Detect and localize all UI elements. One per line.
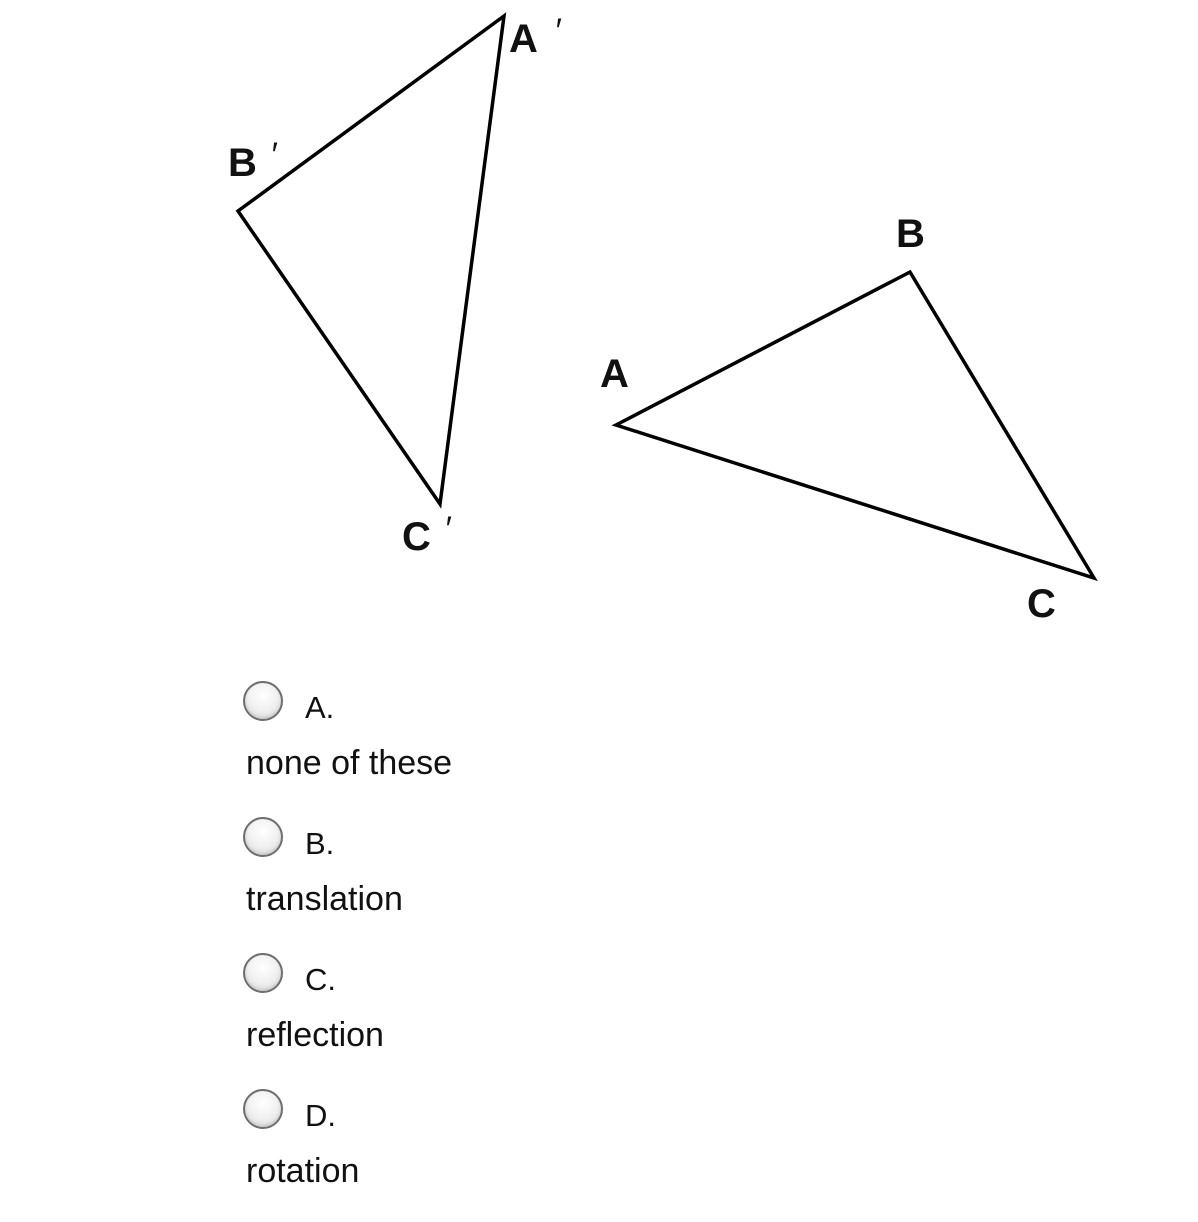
label-c-prime-mark: ′ [444, 510, 451, 548]
label-c-prime-letter: C [402, 515, 431, 559]
choice-d [243, 1086, 1143, 1222]
label-b: B [896, 212, 925, 256]
choice-c-text: reflection [246, 1016, 384, 1054]
label-c: C [1027, 582, 1056, 626]
choice-a [243, 678, 1143, 814]
choice-b-option[interactable] [243, 814, 334, 860]
label-a-prime-mark: ′ [554, 12, 561, 50]
triangle-a-prime-b-prime-c-prime [238, 16, 504, 504]
choice-a-letter: A. [305, 690, 335, 725]
radio-button-b[interactable] [243, 817, 283, 857]
label-a: A [600, 352, 629, 396]
choice-c [243, 950, 1143, 1086]
radio-button-d[interactable] [243, 1089, 283, 1129]
choice-b-text: translation [246, 880, 403, 918]
radio-button-a[interactable] [243, 681, 283, 721]
choice-a-option[interactable] [243, 678, 334, 724]
choice-d-text: rotation [246, 1152, 360, 1190]
choice-a-text: none of these [246, 744, 453, 782]
choice-d-option[interactable] [243, 1086, 336, 1132]
choice-c-letter: C. [305, 962, 336, 997]
label-b-prime-mark: ′ [270, 136, 277, 174]
choice-b-letter: B. [305, 826, 335, 861]
radio-button-c[interactable] [243, 953, 283, 993]
label-a-prime-letter: A [509, 17, 538, 61]
choice-b [243, 814, 1143, 950]
choice-d-letter: D. [305, 1098, 336, 1133]
answer-choices [243, 678, 1143, 1222]
choice-c-option[interactable] [243, 950, 336, 996]
triangle-abc [616, 272, 1094, 578]
label-b-prime-letter: B [228, 141, 257, 185]
